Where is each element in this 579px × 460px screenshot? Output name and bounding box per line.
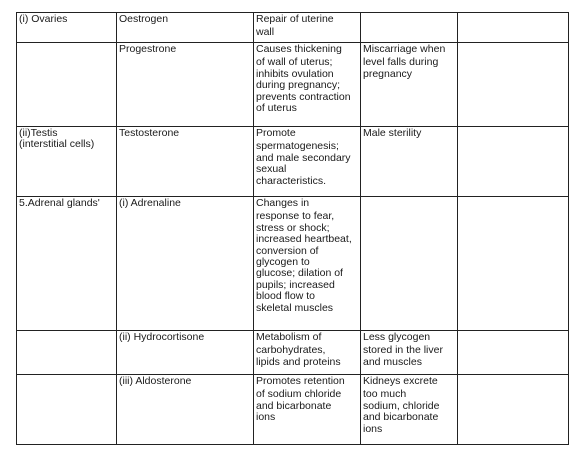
disorder-text: Male sterility [363,127,422,139]
function-text: response to fear, [256,210,335,223]
hormone-cell [117,13,254,43]
empty-cell [458,375,569,445]
function-cell [254,127,361,197]
gland-text: (interstitial cells) [19,138,95,151]
function-text: and bicarbonate [256,399,332,412]
gland-text: (ii)Testis [19,127,58,139]
disorder-text: pregnancy [363,67,413,80]
table-row [17,197,569,331]
disorder-text: ions [363,422,383,435]
empty-cell [458,13,569,43]
disorder-cell [361,43,458,127]
function-text: lipids and proteins [256,355,341,368]
disorder-cell [361,13,458,43]
function-text: prevents contraction [256,90,351,103]
function-text: increased heartbeat, [256,233,352,246]
gland-cell [17,127,117,197]
function-text: Promotes retention [256,375,345,387]
hormone-table [16,12,569,445]
disorder-text: sodium, chloride [363,399,440,412]
gland-cell [17,43,117,127]
disorder-text: Less glycogen [363,331,431,343]
function-text: spermatogenesis; [256,140,339,153]
function-text: of sodium chloride [256,388,342,401]
hormone-cell [117,375,254,445]
gland-cell [17,375,117,445]
function-text: glycogen to [256,256,310,269]
function-cell [254,43,361,127]
disorder-text: Miscarriage when [363,43,446,55]
function-text: and male secondary [256,151,351,164]
hormone-text: (iii) Aldosterone [119,375,192,387]
gland-cell [17,331,117,375]
table-row [17,331,569,375]
hormone-cell [117,43,254,127]
function-text: stress or shock; [256,221,330,234]
gland-text: 5.Adrenal glands' [19,197,100,209]
disorder-text: too much [363,388,407,401]
table-row [17,127,569,197]
disorder-cell [361,197,458,331]
table-row [17,13,569,43]
function-text: ions [256,411,276,424]
disorder-text: and bicarbonate [363,411,439,424]
function-text: characteristics. [256,174,327,187]
disorder-cell [361,375,458,445]
table-row [17,375,569,445]
function-cell [254,375,361,445]
function-text: of uterus [256,102,297,115]
function-text: skeletal muscles [256,301,334,314]
disorder-text: level falls during [363,56,439,69]
hormone-text: Testosterone [119,127,180,139]
disorder-text: Kidneys excrete [363,375,438,387]
function-text: inhibits ovulation [256,67,334,80]
function-text: during pregnancy; [256,79,341,92]
function-text: blood flow to [256,290,315,303]
disorder-cell [361,331,458,375]
function-text: Repair of uterine [256,13,334,25]
function-text: sexual [256,163,287,176]
function-cell [254,331,361,375]
table-row [17,43,569,127]
function-text: glucose; dilation of [256,267,343,280]
hormone-text: Progestrone [119,43,177,55]
gland-text: (i) Ovaries [19,13,68,25]
disorder-text: stored in the liver [363,344,443,357]
gland-cell [17,197,117,331]
function-text: wall [256,26,275,39]
hormone-cell [117,331,254,375]
function-cell [254,197,361,331]
function-text: Metabolism of [256,331,322,343]
hormone-text: Oestrogen [119,13,169,25]
function-text: of wall of uterus; [256,56,333,69]
function-text: conversion of [256,244,319,257]
empty-cell [458,43,569,127]
function-text: Changes in [256,197,310,209]
empty-cell [458,197,569,331]
hormone-cell [117,197,254,331]
disorder-cell [361,127,458,197]
function-text: Causes thickening [256,43,342,55]
function-cell [254,13,361,43]
hormone-cell [117,127,254,197]
disorder-text: and muscles [363,355,422,368]
empty-cell [458,331,569,375]
function-text: Promote [256,127,296,139]
function-text: carbohydrates, [256,344,326,357]
hormone-text: (i) Adrenaline [119,197,181,209]
empty-cell [458,127,569,197]
hormone-text: (ii) Hydrocortisone [119,331,205,343]
function-text: pupils; increased [256,278,335,291]
gland-cell [17,13,117,43]
